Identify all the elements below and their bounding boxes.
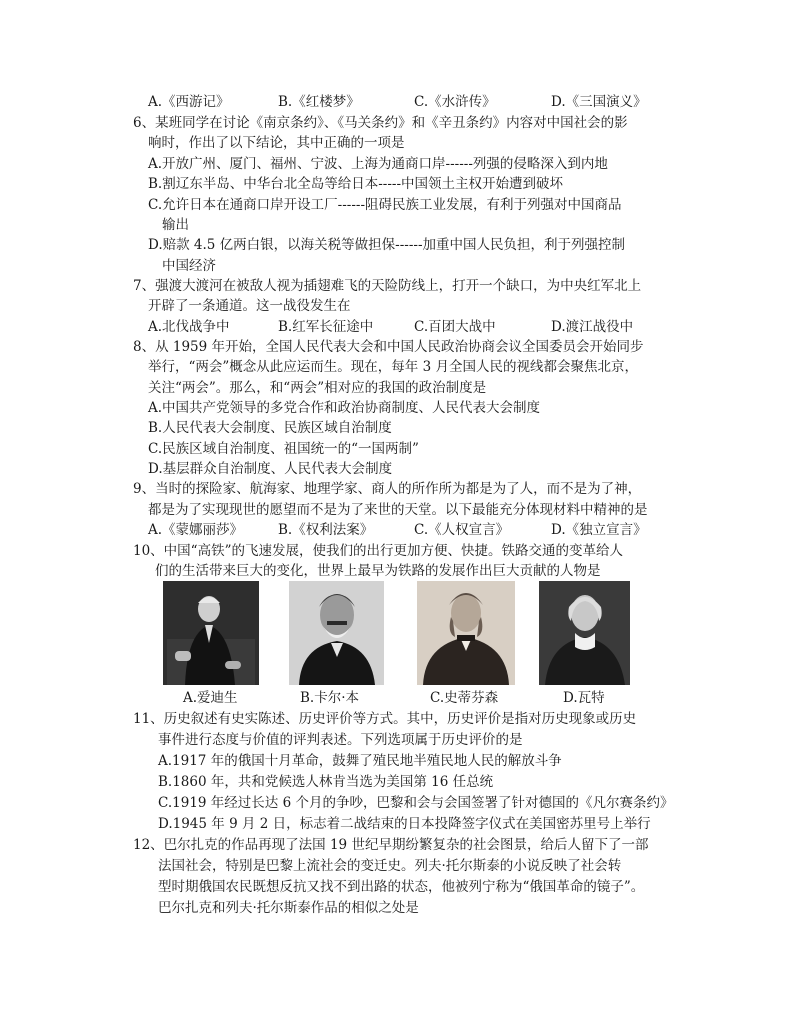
q7-option-a: A.北伐战争中: [148, 319, 230, 335]
q6-option-a: A.开放广州、厦门、福州、宁波、上海为通商口岸------列强的侵略深入到内地: [148, 156, 608, 172]
q9-option-a: A.《蒙娜丽莎》: [148, 522, 244, 538]
q5-options: [148, 93, 648, 111]
q5-option-d: D.《三国演义》: [551, 94, 647, 110]
q7-stem-cont: 开辟了一条通道。这一战役发生在: [148, 298, 351, 314]
q12-stem-cont1: 法国社会，特别是巴黎上流社会的变迁史。列夫·托尔斯泰的小说反映了社会转: [158, 858, 622, 874]
q6-option-b: B.割辽东半岛、中华台北全岛等给日本-----中国领土主权开始遭到破坏: [148, 176, 564, 192]
q7-stem: 7、强渡大渡河在被敌人视为插翅难飞的天险防线上，打开一个缺口，为中央红军北上: [133, 278, 642, 294]
q9-option-b: B.《权利法案》: [278, 522, 374, 538]
q8-stem: 8、从 1959 年开始，全国人民代表大会和中国人民政治协商会议全国委员会开始同步: [133, 339, 644, 355]
portrait-stephenson: [417, 581, 515, 685]
q6-option-d: D.赔款 4.5 亿两白银，以海关税等做担保------加重中国人民负担，利于列强控制: [148, 237, 626, 253]
q12-stem: 12、巴尔扎克的作品再现了法国 19 世纪早期纷繁复杂的社会图景，给后人留下了一部: [133, 837, 649, 853]
q6-option-d-cont: 中国经济: [162, 258, 216, 274]
q10-option-b: B.卡尔·本: [300, 690, 360, 706]
q6-option-c-cont: 输出: [162, 217, 189, 233]
q10-option-c: C.史蒂芬森: [430, 690, 499, 706]
q7-options: [148, 318, 648, 336]
q8-option-d: D.基层群众自治制度、人民代表大会制度: [148, 461, 393, 477]
q9-stem: 9、当时的探险家、航海家、地理学家、商人的所作所为都是为了人，而不是为了神，: [133, 481, 642, 497]
q8-stem-cont1: 举行，“两会”概念从此应运而生。现在，每年 3 月全国人民的视线都会聚焦北京，: [148, 359, 638, 375]
q12-stem-cont2: 型时期俄国农民既想反抗又找不到出路的状态，他被列宁称为“俄国革命的镜子”。: [158, 879, 645, 895]
q9-option-c: C.《人权宣言》: [414, 522, 510, 538]
q5-option-c: C.《水浒传》: [414, 94, 496, 110]
portrait-edison: [163, 581, 259, 685]
q12-stem-cont3: 巴尔扎克和列夫·托尔斯泰作品的相似之处是: [158, 900, 419, 916]
q6-stem: 6、某班同学在讨论《南京条约》、《马关条约》和《辛丑条约》内容对中国社会的影: [133, 115, 628, 131]
q8-option-a: A.中国共产党领导的多党合作和政治协商制度、人民代表大会制度: [148, 400, 541, 416]
q5-option-a: A.《西游记》: [148, 94, 230, 110]
q10-option-a: A.爱迪生: [183, 690, 238, 706]
q10-stem: 10、中国“高铁”的飞速发展，使我们的出行更加方便、快捷。铁路交通的变革给人: [133, 543, 623, 559]
q7-option-c: C.百团大战中: [414, 319, 496, 335]
q7-option-b: B.红军长征途中: [278, 319, 374, 335]
q5-option-b: B.《红楼梦》: [278, 94, 360, 110]
q11-option-b: B.1860 年，共和党候选人林肯当选为美国第 16 任总统: [158, 774, 494, 790]
q11-option-c: C.1919 年经过长达 6 个月的争吵，巴黎和会与会国签署了针对德国的《凡尔赛条约》: [158, 795, 674, 811]
q6-option-c: C.允许日本在通商口岸开设工厂------阻碍民族工业发展，有利于列强对中国商品: [148, 197, 622, 213]
q11-option-a: A.1917 年的俄国十月革命，鼓舞了殖民地半殖民地人民的解放斗争: [158, 753, 562, 769]
portrait-watt: [539, 581, 630, 685]
q11-stem-cont: 事件进行态度与价值的评判表述。下列选项属于历史评价的是: [158, 732, 523, 748]
q8-stem-cont2: 关注“两会”。那么，和“两会”相对应的我国的政治制度是: [148, 380, 487, 396]
q9-option-d: D.《独立宣言》: [551, 522, 647, 538]
q11-option-d: D.1945 年 9 月 2 日，标志着二战结束的日本投降签字仪式在美国密苏里号上举行: [158, 816, 651, 832]
q10-option-d: D.瓦特: [563, 690, 605, 706]
q10-stem-cont: 们的生活带来巨大的变化，世界上最早为铁路的发展作出巨大贡献的人物是: [155, 563, 601, 579]
q11-stem: 11、历史叙述有史实陈述、历史评价等方式。其中，历史评价是指对历史现象或历史: [133, 711, 637, 727]
q8-option-c: C.民族区域自治制度、祖国统一的“一国两制”: [148, 441, 419, 457]
q7-option-d: D.渡江战役中: [551, 319, 634, 335]
q9-stem-cont: 都是为了实现现世的愿望而不是为了来世的天堂。以下最能充分体现材料中精神的是: [148, 502, 648, 518]
portrait-karl-benz: [289, 581, 384, 685]
q9-options: [148, 521, 648, 539]
q6-stem-cont: 响时，作出了以下结论，其中正确的一项是: [148, 135, 405, 151]
q8-option-b: B.人民代表大会制度、民族区域自治制度: [148, 420, 392, 436]
